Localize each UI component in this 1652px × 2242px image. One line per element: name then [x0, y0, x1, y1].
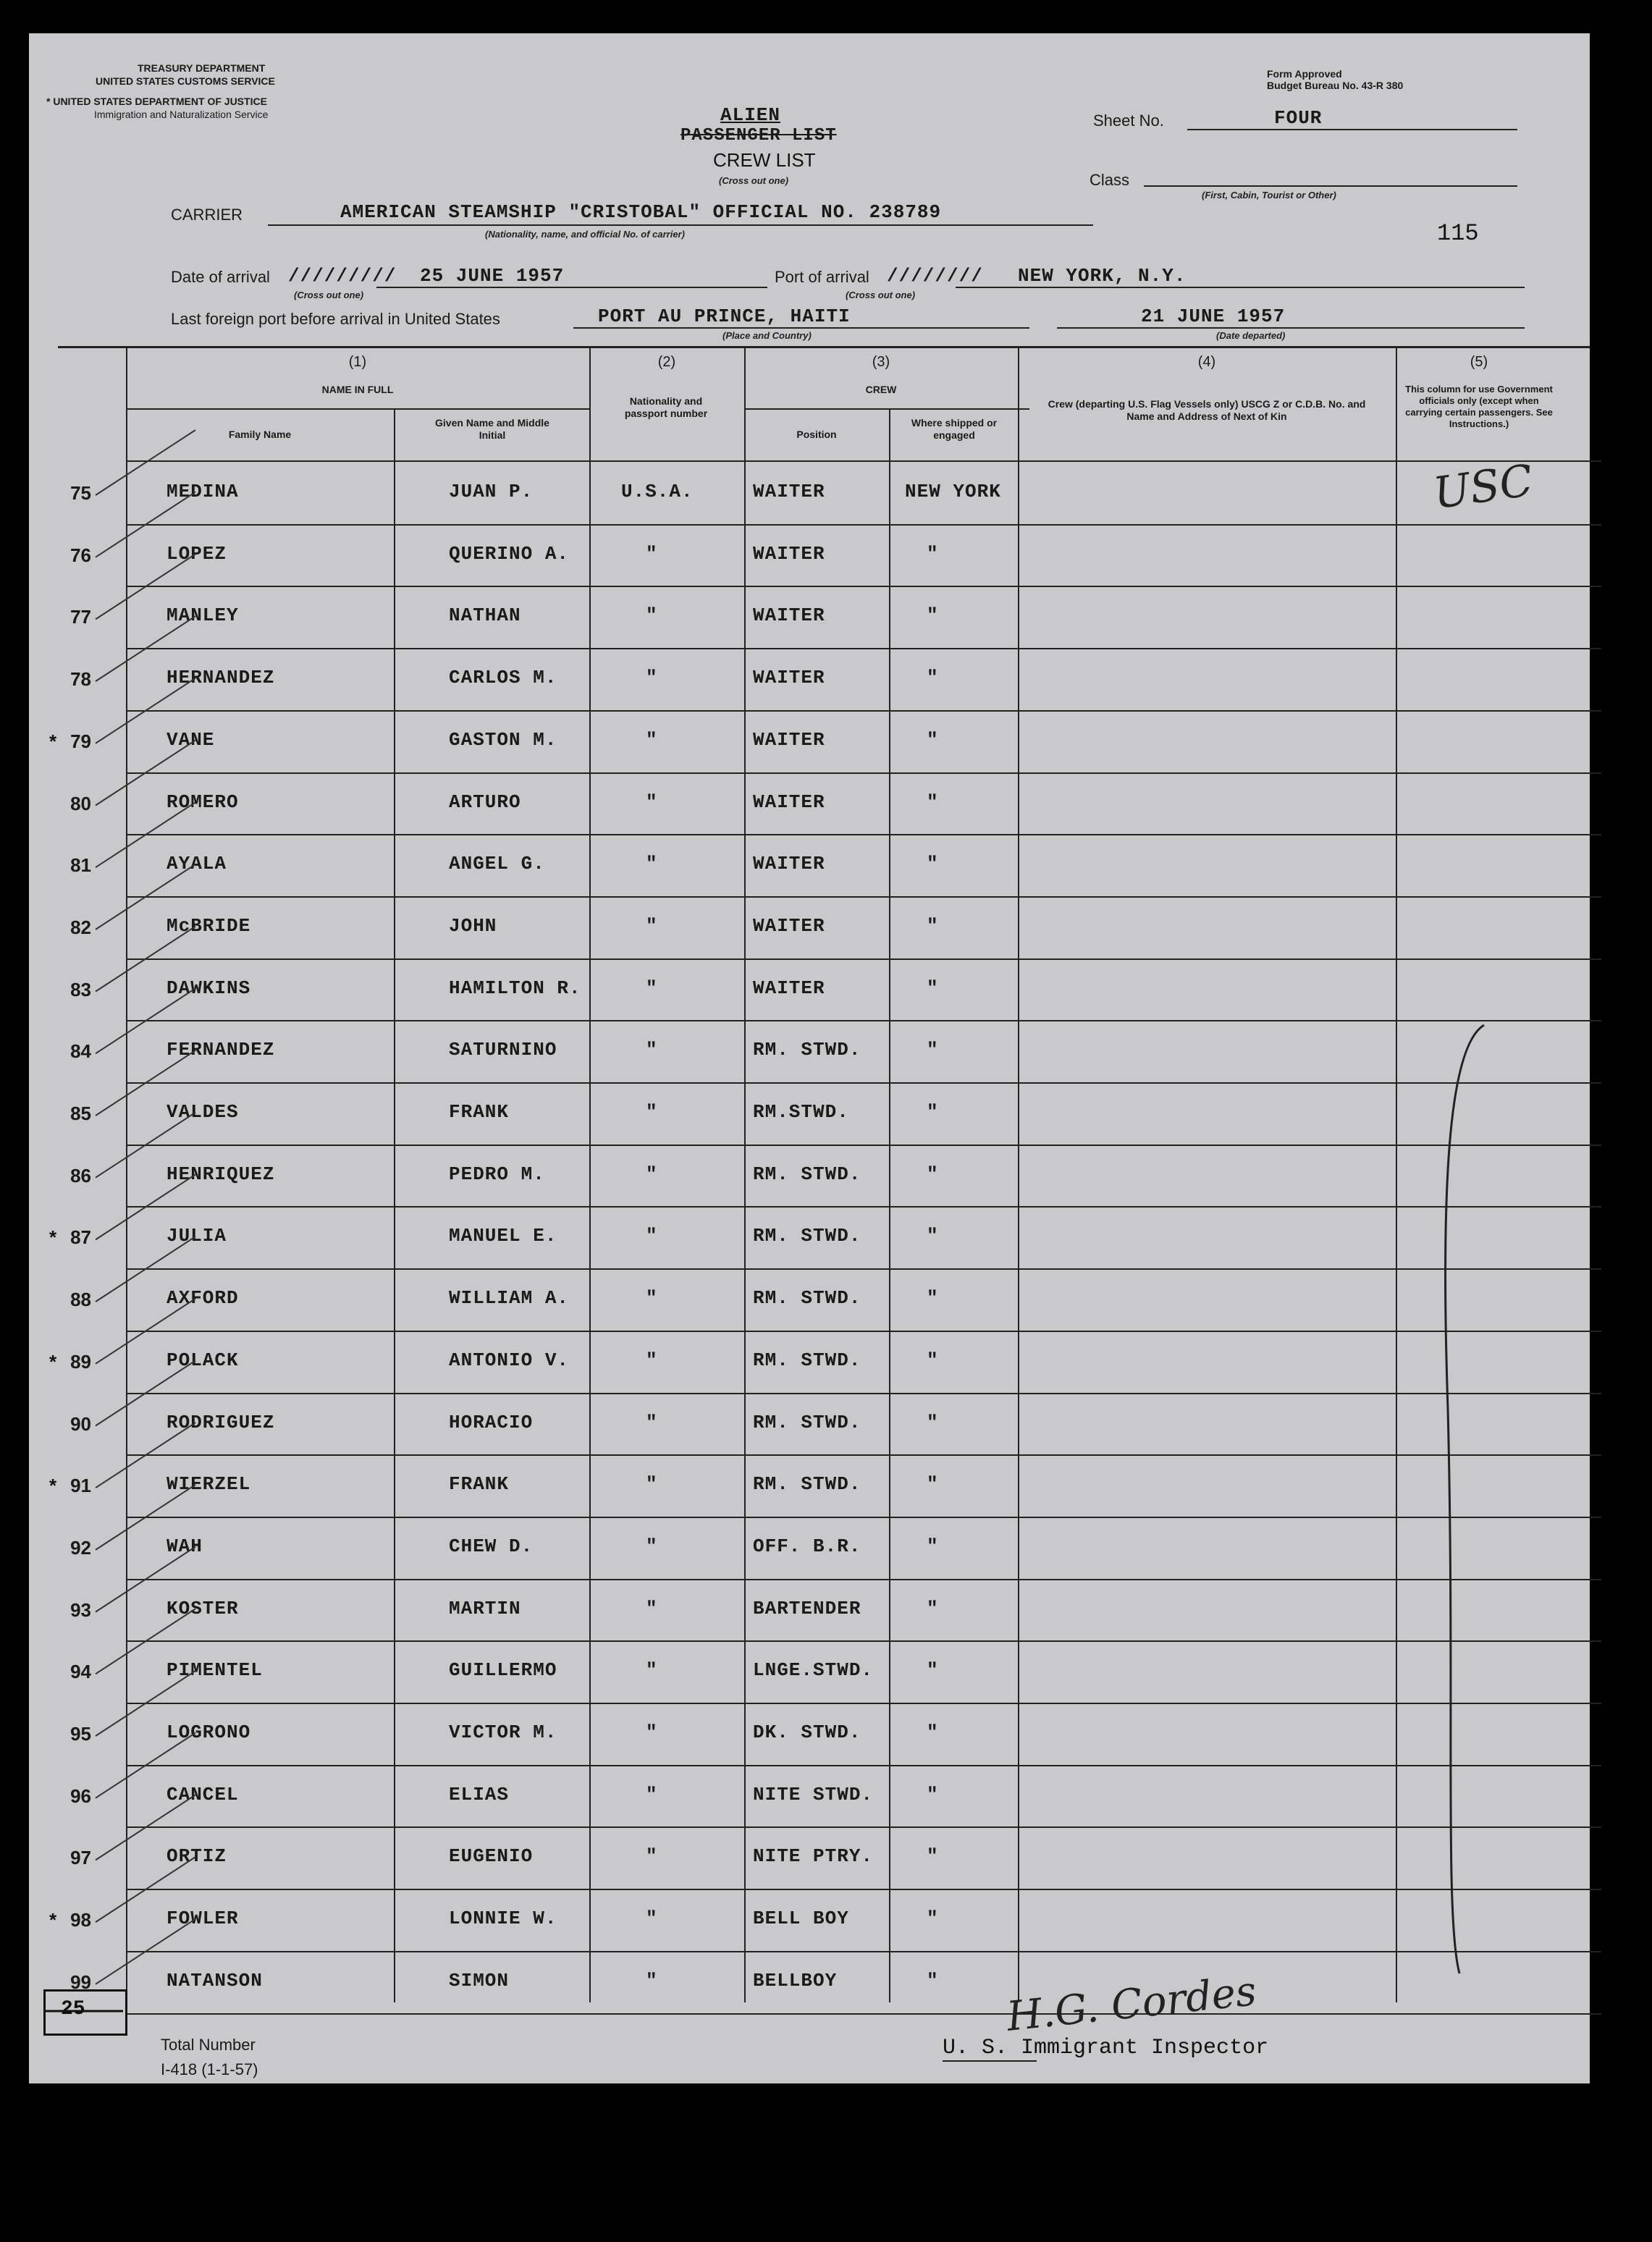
family-name: RODRIGUEZ	[167, 1411, 275, 1433]
row-asterisk: *	[49, 1909, 57, 1931]
position: BELL BOY	[753, 1908, 849, 1930]
given-name: JUAN P.	[449, 481, 534, 502]
family-name: CANCEL	[167, 1783, 239, 1805]
row-asterisk: *	[49, 1350, 57, 1373]
arrival-date-struck: /////////	[288, 265, 397, 287]
position: BELLBOY	[753, 1969, 838, 1992]
shipped-at: "	[927, 1783, 939, 1805]
nationality: "	[646, 1535, 658, 1557]
position: LNGE.STWD.	[753, 1659, 874, 1682]
port-arrival-cross-note: (Cross out one)	[846, 290, 916, 300]
last-port-caption: (Place and Country)	[722, 330, 812, 341]
nationality: "	[646, 1473, 658, 1496]
departure-date-caption: (Date departed)	[1216, 330, 1286, 341]
carrier-label: CARRIER	[171, 206, 243, 224]
title-passenger-list: PASSENGER LIST	[680, 126, 837, 146]
class-caption: (First, Cabin, Tourist or Other)	[1202, 190, 1336, 201]
position: NITE PTRY.	[753, 1845, 874, 1868]
given-name: ANGEL G.	[449, 853, 545, 875]
position: RM. STWD.	[753, 1411, 861, 1433]
given-name: VICTOR M.	[449, 1721, 557, 1743]
row-number: 98	[70, 1909, 91, 1931]
row-number: 92	[70, 1536, 91, 1559]
page-number: 115	[1437, 220, 1479, 247]
shipped-at: "	[927, 1287, 939, 1310]
family-name: FERNANDEZ	[167, 1039, 275, 1061]
inspector-title: U. S. Immigrant Inspector	[943, 2036, 1269, 2060]
position: WAITER	[753, 853, 825, 875]
position: WAITER	[753, 604, 825, 627]
given-name: ELIAS	[449, 1783, 510, 1805]
inspector-signature: H.G. Cordes	[1004, 1968, 1259, 2041]
given-name: SATURNINO	[449, 1039, 557, 1061]
given-name: PEDRO M.	[449, 1163, 545, 1185]
title-crew-list: CREW LIST	[713, 149, 816, 171]
col4-number: (4)	[1197, 354, 1216, 370]
form-number: I-418 (1-1-57)	[161, 2060, 258, 2078]
row-number: 80	[70, 792, 91, 814]
given-name: JOHN	[449, 914, 497, 937]
total-number-box	[43, 1989, 127, 2036]
row-number: 83	[70, 978, 91, 1000]
family-name: LOGRONO	[167, 1721, 251, 1743]
shipped-at: "	[927, 853, 939, 875]
inspector-underline	[943, 2060, 1037, 2062]
nationality: U.S.A.	[621, 481, 694, 502]
position: WAITER	[753, 667, 825, 689]
family-name: MANLEY	[167, 604, 239, 627]
col2-title: Nationality and passport number	[624, 395, 708, 419]
nationality: "	[646, 853, 658, 875]
row-number: 89	[70, 1350, 91, 1373]
position: WAITER	[753, 728, 825, 751]
port-arrival-struck: ////////	[887, 265, 983, 287]
shipped-at: "	[927, 1101, 939, 1123]
nationality: "	[646, 1411, 658, 1433]
shipped-at: "	[927, 1969, 939, 1992]
family-name: AXFORD	[167, 1287, 239, 1310]
shipped-at: "	[927, 914, 939, 937]
shipped-at: "	[927, 977, 939, 999]
row-number: 82	[70, 916, 91, 938]
position: OFF. B.R.	[753, 1535, 861, 1557]
total-number-label: Total Number	[161, 2036, 256, 2054]
position: RM. STWD.	[753, 1349, 861, 1371]
given-name: HAMILTON R.	[449, 977, 581, 999]
given-name: MANUEL E.	[449, 1225, 557, 1247]
row-asterisk: *	[49, 1226, 57, 1249]
arrival-date-label: Date of arrival	[171, 268, 270, 286]
form-approved-line-1: Form Approved	[1267, 68, 1342, 80]
family-name: KOSTER	[167, 1597, 239, 1619]
given-name: CHEW D.	[449, 1535, 534, 1557]
nationality: "	[646, 1908, 658, 1930]
row-number: 94	[70, 1661, 91, 1683]
shipped-at: "	[927, 1039, 939, 1061]
shipped-at: NEW YORK	[905, 481, 1001, 502]
carrier-value: AMERICAN STEAMSHIP "CRISTOBAL" OFFICIAL NO. 238789	[340, 201, 942, 223]
nationality: "	[646, 604, 658, 627]
given-name: NATHAN	[449, 604, 521, 627]
shipped-at: "	[927, 1163, 939, 1185]
shipped-at: "	[927, 604, 939, 627]
port-arrival-label: Port of arrival	[775, 268, 869, 286]
col4-title: Crew (departing U.S. Flag Vessels only) USCG Z or C.D.B. No. and Name and Address of Next of Kin	[1048, 398, 1366, 422]
family-name: FOWLER	[167, 1908, 239, 1930]
family-name: PIMENTEL	[167, 1659, 263, 1682]
nationality: "	[646, 1287, 658, 1310]
family-name: McBRIDE	[167, 914, 251, 937]
shipped-header: Where shipped or engaged	[911, 417, 998, 441]
row-asterisk: *	[49, 730, 57, 752]
nationality: "	[646, 1225, 658, 1247]
col3-title: CREW	[865, 384, 897, 395]
given-name-header: Given Name and Middle Initial	[435, 417, 549, 441]
nationality: "	[646, 1783, 658, 1805]
nationality: "	[646, 667, 658, 689]
row-number: 96	[70, 1784, 91, 1807]
given-name: WILLIAM A.	[449, 1287, 570, 1310]
row-number: 90	[70, 1412, 91, 1435]
row-number: 81	[70, 854, 91, 877]
arrival-date-value: 25 JUNE 1957	[420, 265, 565, 287]
family-name: VANE	[167, 728, 215, 751]
title-alien: ALIEN	[720, 104, 781, 126]
row-number: 85	[70, 1103, 91, 1124]
family-name: HERNANDEZ	[167, 667, 275, 689]
position: WAITER	[753, 481, 825, 502]
nationality: "	[646, 728, 658, 751]
sheet-no-label: Sheet No.	[1093, 111, 1164, 130]
nationality: "	[646, 1721, 658, 1743]
nationality: "	[646, 1845, 658, 1868]
position: RM.STWD.	[753, 1101, 849, 1123]
agency-line-3: * UNITED STATES DEPARTMENT OF JUSTICE	[46, 96, 267, 107]
carrier-caption: (Nationality, name, and official No. of carrier)	[485, 229, 685, 240]
position: RM. STWD.	[753, 1473, 861, 1496]
position: WAITER	[753, 542, 825, 565]
given-name: ANTONIO V.	[449, 1349, 570, 1371]
shipped-at: "	[927, 1659, 939, 1682]
family-name: DAWKINS	[167, 977, 251, 999]
row-number: 84	[70, 1040, 91, 1063]
row-number: 78	[70, 668, 91, 691]
given-name: GUILLERMO	[449, 1659, 557, 1682]
given-name: ARTURO	[449, 791, 521, 813]
row-number: 99	[70, 1971, 91, 1993]
shipped-at: "	[927, 1349, 939, 1371]
position: RM. STWD.	[753, 1039, 861, 1061]
position-header: Position	[796, 429, 837, 440]
family-name: JULIA	[167, 1225, 227, 1247]
nationality: "	[646, 1039, 658, 1061]
shipped-at: "	[927, 1721, 939, 1743]
handwritten-marks	[29, 33, 1590, 2083]
family-name: VALDES	[167, 1101, 239, 1123]
family-name: HENRIQUEZ	[167, 1163, 275, 1185]
nationality: "	[646, 791, 658, 813]
shipped-at: "	[927, 1535, 939, 1557]
given-name: MARTIN	[449, 1597, 521, 1619]
family-name: AYALA	[167, 853, 227, 875]
shipped-at: "	[927, 791, 939, 813]
nationality: "	[646, 1969, 658, 1992]
sheet-no-value: FOUR	[1274, 107, 1323, 129]
agency-line-4: Immigration and Naturalization Service	[94, 109, 269, 120]
row-number: 77	[70, 606, 91, 628]
agency-line-2: UNITED STATES CUSTOMS SERVICE	[96, 75, 275, 87]
position: WAITER	[753, 977, 825, 999]
row-number: 86	[70, 1164, 91, 1187]
position: WAITER	[753, 914, 825, 937]
nationality: "	[646, 1101, 658, 1123]
title-cross-note: (Cross out one)	[719, 175, 789, 186]
col2-number: (2)	[657, 354, 676, 370]
col5-title: This column for use Government officials only (except when carrying certain passengers. See Instructions.)	[1405, 384, 1553, 429]
family-name: LOPEZ	[167, 542, 227, 565]
given-name: FRANK	[449, 1101, 510, 1123]
arrival-date-cross-note: (Cross out one)	[294, 290, 364, 300]
shipped-at: "	[927, 1473, 939, 1496]
position: RM. STWD.	[753, 1287, 861, 1310]
agency-line-1: TREASURY DEPARTMENT	[138, 62, 266, 74]
port-arrival-value: NEW YORK, N.Y.	[1018, 265, 1187, 287]
official-initials-mark: USC	[1430, 455, 1536, 520]
row-number: 93	[70, 1598, 91, 1621]
family-name: WAH	[167, 1535, 203, 1557]
family-name: NATANSON	[167, 1969, 263, 1992]
col5-number: (5)	[1470, 354, 1488, 370]
row-number: 97	[70, 1847, 91, 1869]
shipped-at: "	[927, 1908, 939, 1930]
nationality: "	[646, 1597, 658, 1619]
given-name: EUGENIO	[449, 1845, 534, 1868]
position: NITE STWD.	[753, 1783, 874, 1805]
given-name: HORACIO	[449, 1411, 534, 1433]
shipped-at: "	[927, 542, 939, 565]
row-number: 87	[70, 1226, 91, 1249]
nationality: "	[646, 542, 658, 565]
position: RM. STWD.	[753, 1225, 861, 1247]
given-name: SIMON	[449, 1969, 510, 1992]
row-number: 91	[70, 1475, 91, 1497]
family-name: POLACK	[167, 1349, 239, 1371]
family-name: WIERZEL	[167, 1473, 251, 1496]
family-name: MEDINA	[167, 481, 239, 502]
col1-number: (1)	[348, 354, 367, 370]
nationality: "	[646, 1659, 658, 1682]
nationality: "	[646, 1163, 658, 1185]
row-number: 75	[70, 482, 91, 504]
nationality: "	[646, 914, 658, 937]
row-number: 76	[70, 544, 91, 566]
shipped-at: "	[927, 1411, 939, 1433]
shipped-at: "	[927, 1597, 939, 1619]
position: DK. STWD.	[753, 1721, 861, 1743]
shipped-at: "	[927, 1845, 939, 1868]
shipped-at: "	[927, 728, 939, 751]
shipped-at: "	[927, 667, 939, 689]
position: WAITER	[753, 791, 825, 813]
given-name: FRANK	[449, 1473, 510, 1496]
class-label: Class	[1090, 171, 1130, 189]
handwritten-bracket-line	[1446, 1025, 1484, 1973]
given-name: GASTON M.	[449, 728, 557, 751]
last-port-value: PORT AU PRINCE, HAITI	[598, 305, 851, 327]
family-name-header: Family Name	[228, 429, 292, 440]
row-number: 95	[70, 1723, 91, 1745]
position: BARTENDER	[753, 1597, 861, 1619]
last-port-label: Last foreign port before arrival in United States	[171, 310, 500, 328]
family-name: ORTIZ	[167, 1845, 227, 1868]
form-approved-line-2: Budget Bureau No. 43-R 380	[1267, 80, 1404, 91]
family-name: ROMERO	[167, 791, 239, 813]
total-number-value: 25	[61, 1998, 85, 2020]
departure-date-value: 21 JUNE 1957	[1141, 305, 1286, 327]
given-name: QUERINO A.	[449, 542, 570, 565]
nationality: "	[646, 1349, 658, 1371]
shipped-at: "	[927, 1225, 939, 1247]
col1-title: NAME IN FULL	[321, 384, 394, 395]
crew-list-document	[29, 33, 1590, 2083]
given-name: CARLOS M.	[449, 667, 557, 689]
row-number: 79	[70, 730, 91, 752]
row-number: 88	[70, 1289, 91, 1311]
given-name: LONNIE W.	[449, 1908, 557, 1930]
position: RM. STWD.	[753, 1163, 861, 1185]
row-asterisk: *	[49, 1475, 57, 1497]
nationality: "	[646, 977, 658, 999]
col3-number: (3)	[872, 354, 890, 370]
